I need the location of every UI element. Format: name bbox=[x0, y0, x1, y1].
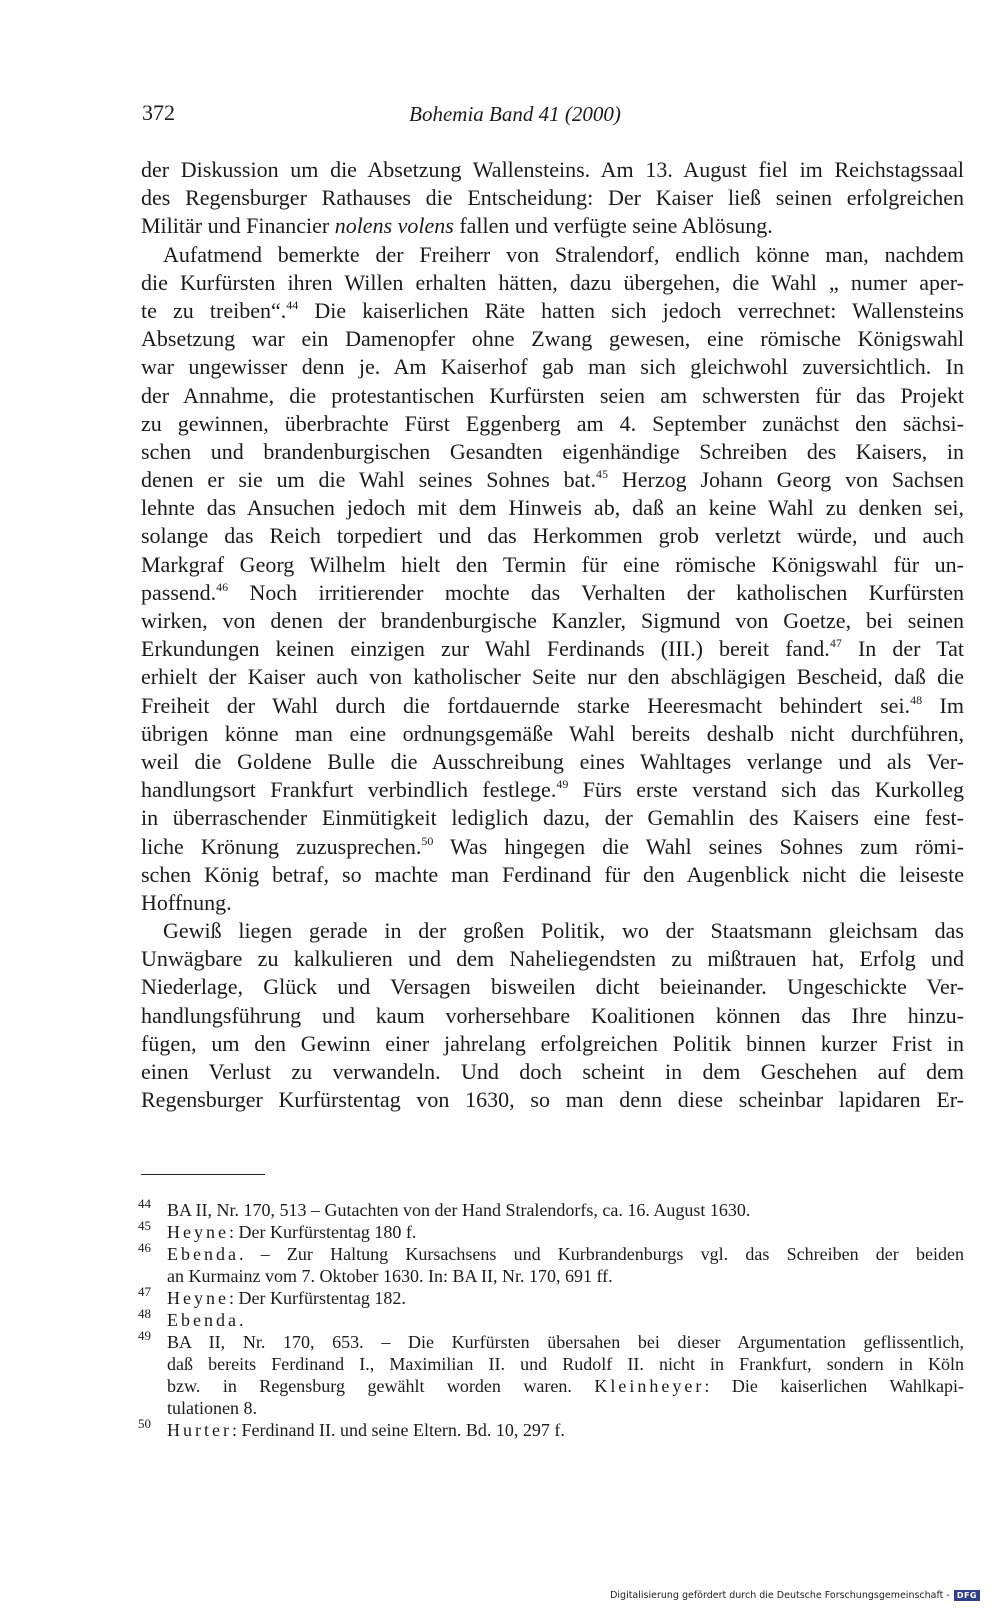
text-line: handlungsort Frankfurt verbindlich festlege.$^{49}$ Fürs erste verstand sich das Kurkolleg bbox=[141, 777, 964, 803]
credit-text: Digitalisierung gefördert durch die Deutsche Forschungsgemeinschaft - bbox=[610, 1590, 950, 1601]
text-line: lehnte das Ansuchen jedoch mit dem Hinweis ab, daß an keine Wahl zu denken sei, bbox=[141, 495, 964, 521]
text-line: Freiheit der Wahl durch die fortdauernde starke Heeresmacht behindert sei.$^{48}$ Im bbox=[141, 692, 964, 718]
footnote-ref: 50 bbox=[421, 833, 434, 848]
footnote-50: 50 Hurter: Ferdinand II. und seine Eltern. Bd. 10, 297 f. bbox=[138, 1416, 565, 1440]
footnote-46: 46 Ebenda. – Zur Haltung Kursachsens und Kurbrandenburgs vgl. das Schreiben der beiden an Kurmainz vom 7. Oktober 1630. In: BA II, Nr. 170, 691 ff. bbox=[138, 1240, 964, 1286]
footnote-48: 48 Ebenda. bbox=[138, 1306, 244, 1330]
footnote-44: 44 BA II, Nr. 170, 513 – Gutachten von der Hand Stralendorfs, ca. 16. August 1630. bbox=[138, 1196, 751, 1220]
footnote-number: 44 bbox=[138, 1196, 151, 1211]
text-line: fügen, um den Gewinn einer jahrelang erfolgreichen Politik binnen kurzer Frist in bbox=[141, 1030, 964, 1056]
footnote-ref: 48 bbox=[910, 692, 923, 707]
text-line: einen Verlust zu verwandeln. Und doch scheint in dem Geschehen auf dem bbox=[141, 1059, 964, 1084]
body-text bbox=[141, 156, 964, 1114]
text-line: Unwägbare zu kalkulieren und dem Naheliegendsten zu mißtrauen hat, Erfolg und bbox=[141, 946, 964, 972]
footnote-ref: 49 bbox=[556, 777, 569, 792]
text-line: übrigen könne man eine ordnungsgemäße Wahl bereits deshalb nicht durchführen, bbox=[141, 720, 964, 746]
text-line: Niederlage, Glück und Versagen bisweilen dicht beieinander. Ungeschickte Ver- bbox=[141, 974, 964, 1000]
text-line: Erkundungen keinen einzigen zur Wahl Ferdinands (III.) bereit fand.$^{47}$ In der Tat bbox=[141, 636, 964, 662]
text-line: liche Krönung zuzusprechen.$^{50}$ Was hingegen die Wahl seines Sohnes zum römi- bbox=[141, 833, 964, 859]
text-line: zu gewinnen, überbrachte Fürst Eggenberg am 4. September zunächst den sächsi- bbox=[141, 410, 964, 436]
author-name: Heyne bbox=[167, 1222, 229, 1242]
text-line: passend.$^{46}$ Noch irritierender mochte das Verhalten der katholischen Kurfürsten bbox=[141, 579, 965, 605]
footnote-number: 46 bbox=[138, 1240, 151, 1255]
text-line: Markgraf Georg Wilhelm hielt den Termin für eine römische Königswahl für un- bbox=[141, 551, 964, 577]
footnote-49: 49 BA II, Nr. 170, 653. – Die Kurfürsten übersahen bei dieser Argumentation geflissentlich, daß bereits Ferdinand I., Maximilian II. und Rudolf II. nicht in Frankfurt, sondern in Köln bzw. in Regensburg gewählt worden waren. Kleinheyer: Die kaiserlichen Wahlkapi- tulationen 8. bbox=[138, 1328, 964, 1418]
text-line: denen er sie um die Wahl seines Sohnes bat.$^{45}$ Herzog Johann Georg von Sachsen bbox=[141, 467, 965, 493]
text-line: schen und brandenburgischen Gesandten eigenhändige Schreiben des Kaisers, in bbox=[141, 438, 964, 464]
text-line: der Diskussion um die Absetzung Wallensteins. Am 13. August fiel im Reichstagssaal bbox=[141, 157, 964, 182]
text-line: schen König betraf, so machte man Ferdinand für den Augenblick nicht die leiseste bbox=[141, 861, 964, 887]
footnote-ref: 44 bbox=[286, 297, 299, 312]
text-line: des Regensburger Rathauses die Entscheidung: Der Kaiser ließ seinen erfolgreichen bbox=[141, 185, 964, 211]
author-name: Hurter bbox=[167, 1420, 232, 1440]
footnote-45: 45 Heyne: Der Kurfürstentag 180 f. bbox=[138, 1218, 417, 1242]
text-line: Absetzung war ein Damenopfer ohne Zwang gewesen, eine römische Königswahl bbox=[141, 326, 964, 352]
author-name: Heyne bbox=[167, 1288, 229, 1308]
text-line: solange das Reich torpediert und das Herkommen grob verletzt würde, und auch bbox=[141, 523, 964, 549]
digitization-credit bbox=[610, 1590, 980, 1601]
text-line: in überraschender Einmütigkeit lediglich dazu, der Gemahlin des Kaisers eine fest- bbox=[141, 805, 964, 831]
text-line: te zu treiben“.$^{44}$ Die kaiserlichen Räte hatten sich jedoch verrechnet: Wallensteins bbox=[141, 297, 964, 323]
author-name: Ebenda bbox=[167, 1310, 239, 1330]
footnote-ref: 45 bbox=[596, 467, 609, 482]
footnote-number: 48 bbox=[138, 1306, 151, 1321]
text-line: Aufatmend bemerkte der Freiherr von Stralendorf, endlich könne man, nachdem bbox=[163, 241, 964, 267]
footnote-number: 49 bbox=[138, 1328, 151, 1343]
text-line: Hoffnung. bbox=[141, 889, 232, 915]
footnotes bbox=[138, 1196, 964, 1441]
footnote-47: 47 Heyne: Der Kurfürstentag 182. bbox=[138, 1284, 406, 1308]
text-line: die Kurfürsten ihren Willen erhalten hätten, dazu übergehen, die Wahl „ numer aper- bbox=[141, 269, 964, 295]
footnote-number: 50 bbox=[138, 1416, 151, 1431]
italic-phrase: nolens volens bbox=[334, 213, 454, 239]
text-line: Gewiß liegen gerade in der großen Politik, wo der Staatsmann gleichsam das bbox=[163, 918, 964, 944]
page-number: 372 bbox=[142, 100, 175, 125]
text-line: wirken, von denen der brandenburgische Kanzler, Sigmund von Goetze, bei seinen bbox=[141, 608, 964, 633]
text-line: der Annahme, die protestantischen Kurfürsten seien am schwersten für das Projekt bbox=[141, 382, 964, 408]
footnote-ref: 46 bbox=[216, 579, 229, 594]
text-line: Regensburger Kurfürstentag von 1630, so man denn diese scheinbar lapidaren Er- bbox=[141, 1087, 964, 1113]
running-title: Bohemia Band 41 (2000) bbox=[409, 102, 621, 126]
dfg-logo-icon: DFG bbox=[954, 1590, 980, 1601]
author-name: Ebenda bbox=[167, 1244, 239, 1264]
footnote-ref: 47 bbox=[829, 636, 842, 651]
footnote-number: 47 bbox=[138, 1284, 151, 1299]
text-line: war ungewisser denn je. Am Kaiserhof gab man sich gleichwohl zuversichtlich. In bbox=[141, 354, 964, 380]
author-name: Kleinheyer bbox=[594, 1376, 705, 1396]
footnote-number: 45 bbox=[138, 1218, 151, 1233]
footnote-divider bbox=[141, 1174, 265, 1175]
text-line: weil die Goldene Bulle die Ausschreibung eines Wahltages verlange und als Ver- bbox=[141, 748, 964, 774]
text-line: handlungsführung und kaum vorhersehbare Koalitionen können das Ihre hinzu- bbox=[141, 1002, 964, 1028]
text-line: erhielt der Kaiser auch von katholischer Seite nur den abschlägigen Bescheid, daß die bbox=[141, 664, 964, 690]
text-line: Militär und Financier nolens volens fallen und verfügte seine Ablösung. bbox=[141, 213, 773, 239]
